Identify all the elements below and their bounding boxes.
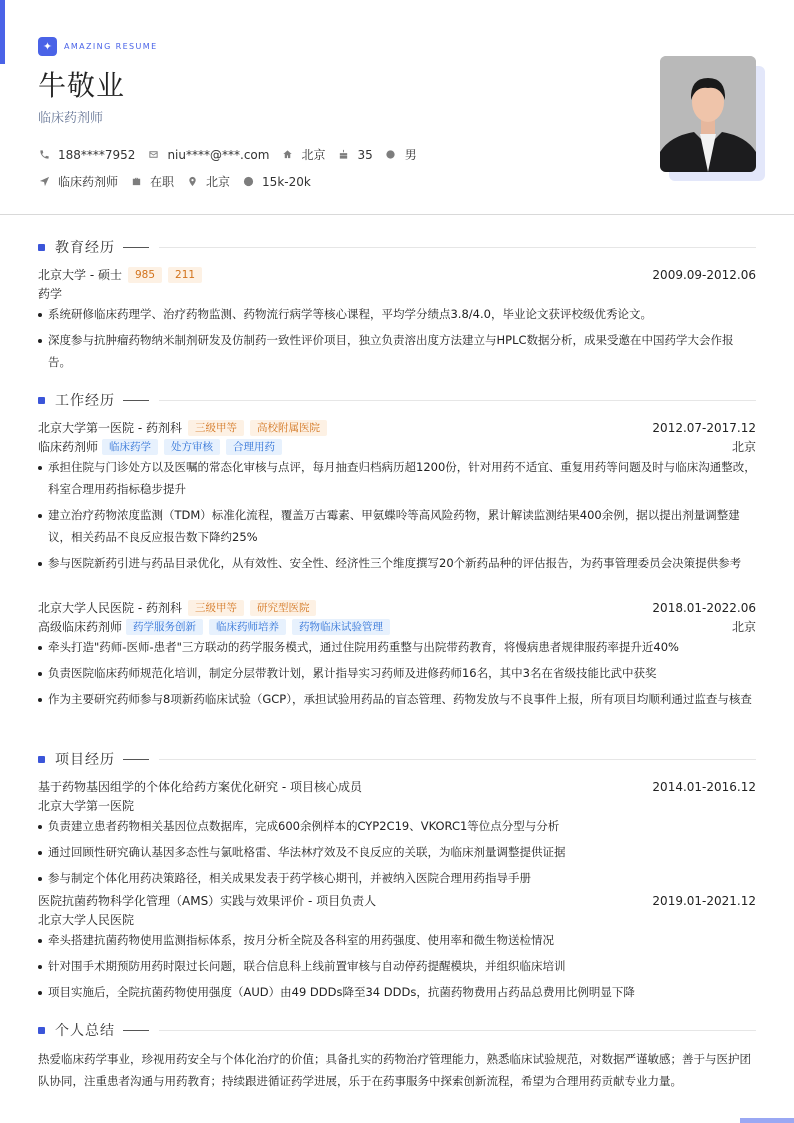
work-entry <box>38 418 756 578</box>
section-underline <box>123 400 149 401</box>
section-title: 工作经历 <box>55 393 115 409</box>
project-org: 北京大学人民医院 <box>38 913 135 927</box>
profile-photo <box>660 56 756 172</box>
bullet-list <box>38 303 756 373</box>
list-item: 针对围手术期预防用药时限过长问题，联合信息科上线前置审核与自动停药提醒模块，并组织临床培训 <box>38 955 756 977</box>
list-item: 通过回顾性研究确认基因多态性与氯吡格雷、华法林疗效及不良反应的关联，为临床剂量调整提供证据 <box>38 841 756 863</box>
salary-icon <box>242 176 254 188</box>
skill-tag: 处方审核 <box>164 439 220 455</box>
work-entry <box>38 598 756 714</box>
contact-row <box>38 146 429 163</box>
skill-tag: 药物临床试验管理 <box>292 619 390 635</box>
bullet-list <box>38 636 756 710</box>
list-item: 牵头搭建抗菌药物使用监测指标体系，按月分析全院及各科室的用药强度、使用率和微生物送检情况 <box>38 929 756 951</box>
sparkle-icon: ✦ <box>38 37 57 56</box>
email-item: niu****@***.com <box>147 148 269 162</box>
section-divider <box>159 759 756 760</box>
gender-icon <box>385 149 397 161</box>
section-marker <box>38 756 45 763</box>
section-marker <box>38 244 45 251</box>
skill-tag: 临床药师培养 <box>209 619 286 635</box>
section-underline <box>123 247 149 248</box>
bullet-list <box>38 456 756 574</box>
project-entry <box>38 891 756 1007</box>
skill-tag: 药学服务创新 <box>126 619 203 635</box>
location-pin-icon <box>186 176 198 188</box>
section-underline <box>123 759 149 760</box>
section-divider <box>159 400 756 401</box>
section-divider <box>159 1030 756 1031</box>
section-title: 个人总结 <box>55 1023 115 1039</box>
section-marker <box>38 1027 45 1034</box>
list-item: 负责建立患者药物相关基因位点数据库，完成600余例样本的CYP2C19、VKORC1等位点分型与分析 <box>38 815 756 837</box>
phone-item: 188****7952 <box>38 148 135 162</box>
section-marker <box>38 397 45 404</box>
city-item: 北京 <box>186 173 230 190</box>
send-icon <box>38 176 50 188</box>
project-name: 基于药物基因组学的个体化给药方案优化研究 - 项目核心成员 <box>38 780 362 794</box>
footer-accent <box>740 1118 794 1123</box>
summary-text: 热爱临床药学事业，珍视用药安全与个体化治疗的价值；具备扎实的药物治疗管理能力，熟悉临床试验规范，对数据严谨敏感；善于与医护团队协同，注重患者沟通与用药教育；持续跟进循证药学进展，乐于在药事服务中探索创新流程，希望为合理用药贡献专业力量。 <box>38 1052 751 1088</box>
brand <box>38 37 158 56</box>
section-summary <box>38 1020 756 1040</box>
school-tag: 985 <box>128 267 162 283</box>
job-intent-row <box>38 173 323 190</box>
candidate-title: 临床药剂师 <box>38 111 104 126</box>
bullet-list <box>38 815 756 889</box>
briefcase-icon <box>130 176 142 188</box>
date-range: 2019.01-2021.12 <box>652 893 756 908</box>
list-item: 项目实施后，全院抗菌药物使用强度（AUD）由49 DDDs降至34 DDDs，抗菌药物费用占药品总费用比例明显下降 <box>38 981 756 1003</box>
section-title: 教育经历 <box>55 240 115 256</box>
home-icon <box>281 149 293 161</box>
skill-tag: 临床药学 <box>102 439 158 455</box>
list-item: 建立治疗药物浓度监测（TDM）标准化流程，覆盖万古霉素、甲氨蝶呤等高风险药物，累计解读监测结果400余例，据以提出剂量调整建议，相关药品不良反应报告数下降约25% <box>38 504 756 548</box>
date-range: 2009.09-2012.06 <box>652 267 756 282</box>
bullet-list <box>38 929 756 1003</box>
list-item: 系统研修临床药理学、治疗药物监测、药物流行病学等核心课程，平均学分绩点3.8/4.0，毕业论文获评校级优秀论文。 <box>38 303 756 325</box>
section-divider <box>159 247 756 248</box>
employer-tag: 三级甲等 <box>188 600 244 616</box>
employer: 北京大学人民医院 - 药剂科 <box>38 601 182 615</box>
brand-label: AMAZING RESUME <box>64 42 158 51</box>
mail-icon <box>147 149 159 161</box>
project-name: 医院抗菌药物科学化管理（AMS）实践与效果评价 - 项目负责人 <box>38 894 377 908</box>
section-projects <box>38 749 756 769</box>
skill-tag: 合理用药 <box>226 439 282 455</box>
position: 临床药剂师 <box>38 440 99 454</box>
section-education <box>38 237 756 257</box>
section-underline <box>123 1030 149 1031</box>
employer: 北京大学第一医院 - 药剂科 <box>38 421 182 435</box>
project-org: 北京大学第一医院 <box>38 799 135 813</box>
school-name: 北京大学 - 硕士 <box>38 268 122 282</box>
list-item: 深度参与抗肿瘤药物纳米制剂研发及仿制药一致性评价项目，独立负责溶出度方法建立与HPLC数据分析，成果受邀在中国药学大会作报告。 <box>38 329 756 373</box>
list-item: 参与制定个体化用药决策路径，相关成果发表于药学核心期刊，并被纳入医院合理用药指导手册 <box>38 867 756 889</box>
education-entry <box>38 265 756 377</box>
section-title: 项目经历 <box>55 752 115 768</box>
school-tag: 211 <box>168 267 202 283</box>
work-location: 北京 <box>731 440 756 454</box>
list-item: 牵头打造"药师-医师-患者"三方联动的药学服务模式，通过住院用药重整与出院带药教育，将慢病患者规律服药率提升近40% <box>38 636 756 658</box>
resume-header <box>0 0 794 215</box>
list-item: 负责医院临床药师规范化培训，制定分层带教计划，累计指导实习药师及进修药师16名，其中3名在省级技能比武中获奖 <box>38 662 756 684</box>
home-item: 北京 <box>281 146 325 163</box>
list-item: 作为主要研究药师参与8项新药临床试验（GCP），承担试验用药品的盲态管理、药物发放与不良事件上报，所有项目均顺利通过监查与核查 <box>38 688 756 710</box>
cake-icon <box>337 149 349 161</box>
position: 高级临床药剂师 <box>38 620 123 634</box>
candidate-name: 牛敬业 <box>38 69 126 102</box>
target-role-item: 临床药剂师 <box>38 173 118 190</box>
work-location: 北京 <box>731 620 756 634</box>
gender-item: 男 <box>385 146 417 163</box>
phone-icon <box>38 149 50 161</box>
list-item: 承担住院与门诊处方以及医嘱的常态化审核与点评，每月抽查归档病历超1200份，针对用药不适宜、重复用药等问题及时与临床沟通整改，科室合理用药指标稳步提升 <box>38 456 756 500</box>
status-item: 在职 <box>130 173 174 190</box>
date-range: 2018.01-2022.06 <box>652 600 756 615</box>
date-range: 2012.07-2017.12 <box>652 420 756 435</box>
date-range: 2014.01-2016.12 <box>652 779 756 794</box>
age-item: 35 <box>337 148 372 162</box>
employer-tag: 高校附属医院 <box>250 420 327 436</box>
salary-item: 15k-20k <box>242 175 311 189</box>
employer-tag: 三级甲等 <box>188 420 244 436</box>
list-item: 参与医院新药引进与药品目录优化，从有效性、安全性、经济性三个维度撰写20个新药品种的评估报告，为药事管理委员会决策提供参考 <box>38 552 756 574</box>
project-entry <box>38 777 756 893</box>
major: 药学 <box>38 287 63 301</box>
section-work <box>38 390 756 410</box>
employer-tag: 研究型医院 <box>250 600 317 616</box>
